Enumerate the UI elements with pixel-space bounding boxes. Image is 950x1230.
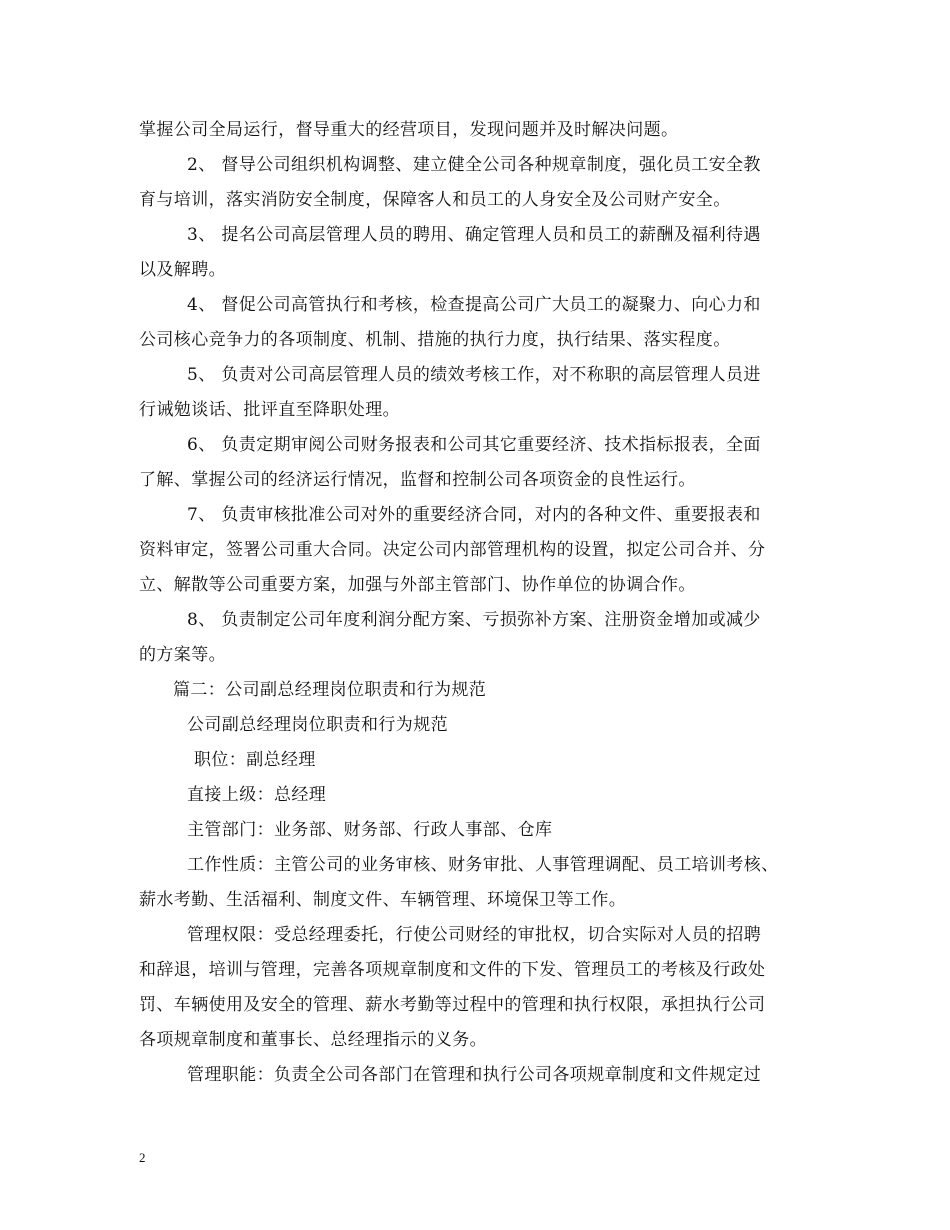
text-line: 罚、车辆使用及安全的管理、薪水考勤等过程中的管理和执行权限，承担执行公司 (139, 995, 766, 1015)
text-line: 各项规章制度和董事长、总经理指示的义务。 (139, 1030, 487, 1050)
document-title: 公司副总经理岗位职责和行为规范 (187, 715, 448, 735)
text-line: 薪水考勤、生活福利、制度文件、车辆管理、环境保卫等工作。 (139, 890, 627, 910)
text-line: 立、解散等公司重要方案，加强与外部主管部门、协作单位的协调合作。 (139, 575, 696, 595)
page-number: 2 (139, 1150, 146, 1165)
text-line: 8、 负责制定公司年度利润分配方案、亏损弥补方案、注册资金增加或减少 (187, 610, 761, 630)
text-line: 工作性质：主管公司的业务审核、财务审批、人事管理调配、员工培训考核、 (187, 855, 779, 875)
text-line: 的方案等。 (139, 645, 226, 665)
text-line: 3、 提名公司高层管理人员的聘用、确定管理人员和员工的薪酬及福利待遇 (187, 225, 761, 245)
text-line: 主管部门：业务部、财务部、行政人事部、仓库 (187, 820, 553, 840)
text-line: 掌握公司全局运行，督导重大的经营项目，发现问题并及时解决问题。 (139, 120, 679, 140)
text-line: 2、 督导公司组织机构调整、建立健全公司各种规章制度，强化员工安全教 (187, 155, 761, 175)
text-line: 和辞退，培训与管理，完善各项规章制度和文件的下发、管理员工的考核及行政处 (139, 960, 766, 980)
text-line: 了解、掌握公司的经济运行情况，监督和控制公司各项资金的良性运行。 (139, 470, 696, 490)
text-line: 管理职能：负责全公司各部门在管理和执行公司各项规章制度和文件规定过 (187, 1065, 762, 1085)
text-line: 资料审定，签署公司重大合同。决定公司内部管理机构的设置，拟定公司合并、分 (139, 540, 766, 560)
section-heading: 篇二：公司副总经理岗位职责和行为规范 (173, 680, 487, 700)
text-line: 育与培训，落实消防安全制度，保障客人和员工的人身安全及公司财产安全。 (139, 190, 731, 210)
text-line: 4、 督促公司高管执行和考核，检查提高公司广大员工的凝聚力、向心力和 (187, 295, 761, 315)
text-line: 职位：副总经理 (194, 750, 316, 770)
text-line: 7、 负责审核批准公司对外的重要经济合同，对内的各种文件、重要报表和 (187, 505, 761, 525)
text-line: 6、 负责定期审阅公司财务报表和公司其它重要经济、技术指标报表，全面 (187, 435, 761, 455)
text-line: 公司核心竞争力的各项制度、机制、措施的执行力度，执行结果、落实程度。 (139, 330, 731, 350)
text-line: 直接上级：总经理 (187, 785, 327, 805)
text-line: 以及解聘。 (139, 260, 226, 280)
text-line: 管理权限：受总经理委托，行使公司财经的审批权，切合实际对人员的招聘 (187, 925, 762, 945)
text-line: 行诫勉谈话、批评直至降职处理。 (139, 400, 400, 420)
text-line: 5、 负责对公司高层管理人员的绩效考核工作，对不称职的高层管理人员进 (187, 365, 761, 385)
